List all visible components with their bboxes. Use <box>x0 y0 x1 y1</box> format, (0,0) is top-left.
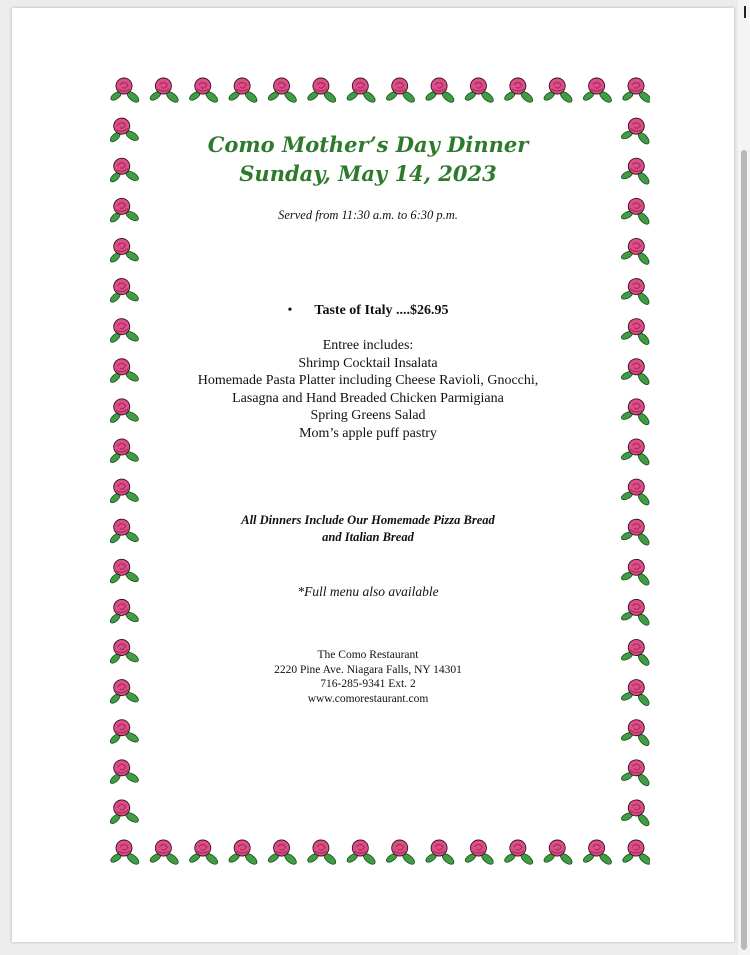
rose-icon <box>110 637 141 667</box>
rose-icon <box>619 437 650 467</box>
rose-icon <box>503 840 534 866</box>
menu-item <box>140 303 596 319</box>
rose-icon <box>619 718 650 748</box>
entree-line: Mom’s apple puff pastry <box>299 425 437 441</box>
scroll-marker <box>744 6 746 18</box>
rose-icon <box>228 78 259 104</box>
menu-item-label: Taste of Italy ....$26.95 <box>314 303 449 318</box>
rose-icon <box>619 156 650 186</box>
rose-icon <box>619 638 650 668</box>
rose-icon <box>464 78 495 104</box>
rose-icon <box>619 357 650 387</box>
rose-icon <box>619 678 650 708</box>
rose-icon <box>619 477 650 507</box>
rose-icon <box>306 840 337 866</box>
rose-icon <box>582 840 613 866</box>
rose-icon <box>619 758 650 788</box>
entree-details <box>140 337 596 442</box>
rose-icon <box>385 840 416 866</box>
rose-icon <box>621 840 650 866</box>
rose-icon <box>110 677 141 707</box>
rose-icon <box>267 78 298 104</box>
rose-icon <box>503 78 534 104</box>
rose-icon <box>188 840 219 866</box>
rose-icon <box>110 78 141 104</box>
rose-icon <box>110 196 141 226</box>
restaurant-address <box>140 648 596 706</box>
rose-icon <box>110 116 141 146</box>
bread-line: and Italian Bread <box>322 530 414 544</box>
entree-line: Homemade Pasta Platter including Cheese Ravioli, Gnocchi, <box>197 373 539 388</box>
rose-icon <box>110 437 141 467</box>
rose-icon <box>619 277 650 307</box>
rose-icon <box>110 276 141 306</box>
full-menu-note: *Full menu also available <box>297 584 439 599</box>
rose-icon <box>267 840 298 866</box>
rose-icon <box>110 236 141 266</box>
address-line: www.comorestaurant.com <box>307 692 429 705</box>
scrollbar[interactable] <box>738 0 750 955</box>
rose-icon <box>346 840 377 866</box>
rose-icon <box>188 78 219 104</box>
bread-line: All Dinners Include Our Homemade Pizza Bread <box>241 513 495 527</box>
rose-icon <box>619 116 650 146</box>
rose-icon <box>619 517 650 547</box>
rose-icon <box>424 840 455 866</box>
rose-icon <box>149 840 180 866</box>
rose-icon <box>619 236 650 266</box>
rose-icon <box>385 78 416 104</box>
menu-date: Sunday, May 14, 2023 <box>239 161 497 186</box>
bread-note <box>140 512 596 546</box>
address-line: 2220 Pine Ave. Niagara Falls, NY 14301 <box>274 663 462 676</box>
bullet-icon: • <box>287 303 293 318</box>
rose-icon <box>110 357 141 387</box>
rose-icon <box>110 758 141 788</box>
entree-line: Spring Greens Salad <box>310 408 426 423</box>
rose-icon <box>110 557 141 587</box>
rose-icon <box>149 78 180 104</box>
rose-icon <box>582 78 613 104</box>
served-hours: Served from 11:30 a.m. to 6:30 p.m. <box>278 208 458 222</box>
rose-icon <box>424 78 455 104</box>
address-line: The Como Restaurant <box>317 649 419 661</box>
rose-icon <box>110 717 141 747</box>
rose-icon <box>543 840 574 866</box>
menu-title: Como Mother’s Day Dinner <box>207 132 529 157</box>
rose-icon <box>110 477 141 507</box>
entree-line: Shrimp Cocktail Insalata <box>298 355 438 371</box>
rose-icon <box>619 397 650 427</box>
rose-icon <box>110 517 141 547</box>
rose-icon <box>543 78 574 104</box>
rose-icon <box>110 316 141 346</box>
menu-content <box>140 130 596 706</box>
rose-icon <box>621 78 650 104</box>
rose-icon <box>464 840 495 866</box>
entree-line: Lasagna and Hand Breaded Chicken Parmigiana <box>232 390 504 406</box>
rose-icon <box>619 798 650 828</box>
rose-icon <box>306 78 337 104</box>
rose-icon <box>346 78 377 104</box>
rose-icon <box>619 196 650 226</box>
rose-icon <box>110 597 141 627</box>
entree-line: Entree includes: <box>322 338 414 353</box>
rose-icon <box>619 597 650 627</box>
rose-icon <box>228 840 259 866</box>
rose-icon <box>110 156 141 186</box>
rose-icon <box>110 397 141 427</box>
rose-icon <box>619 317 650 347</box>
rose-icon <box>110 798 141 828</box>
rose-icon <box>110 840 141 866</box>
rose-icon <box>619 557 650 587</box>
scrollbar-thumb[interactable] <box>741 150 747 950</box>
address-line: 716-285-9341 Ext. 2 <box>320 678 416 690</box>
